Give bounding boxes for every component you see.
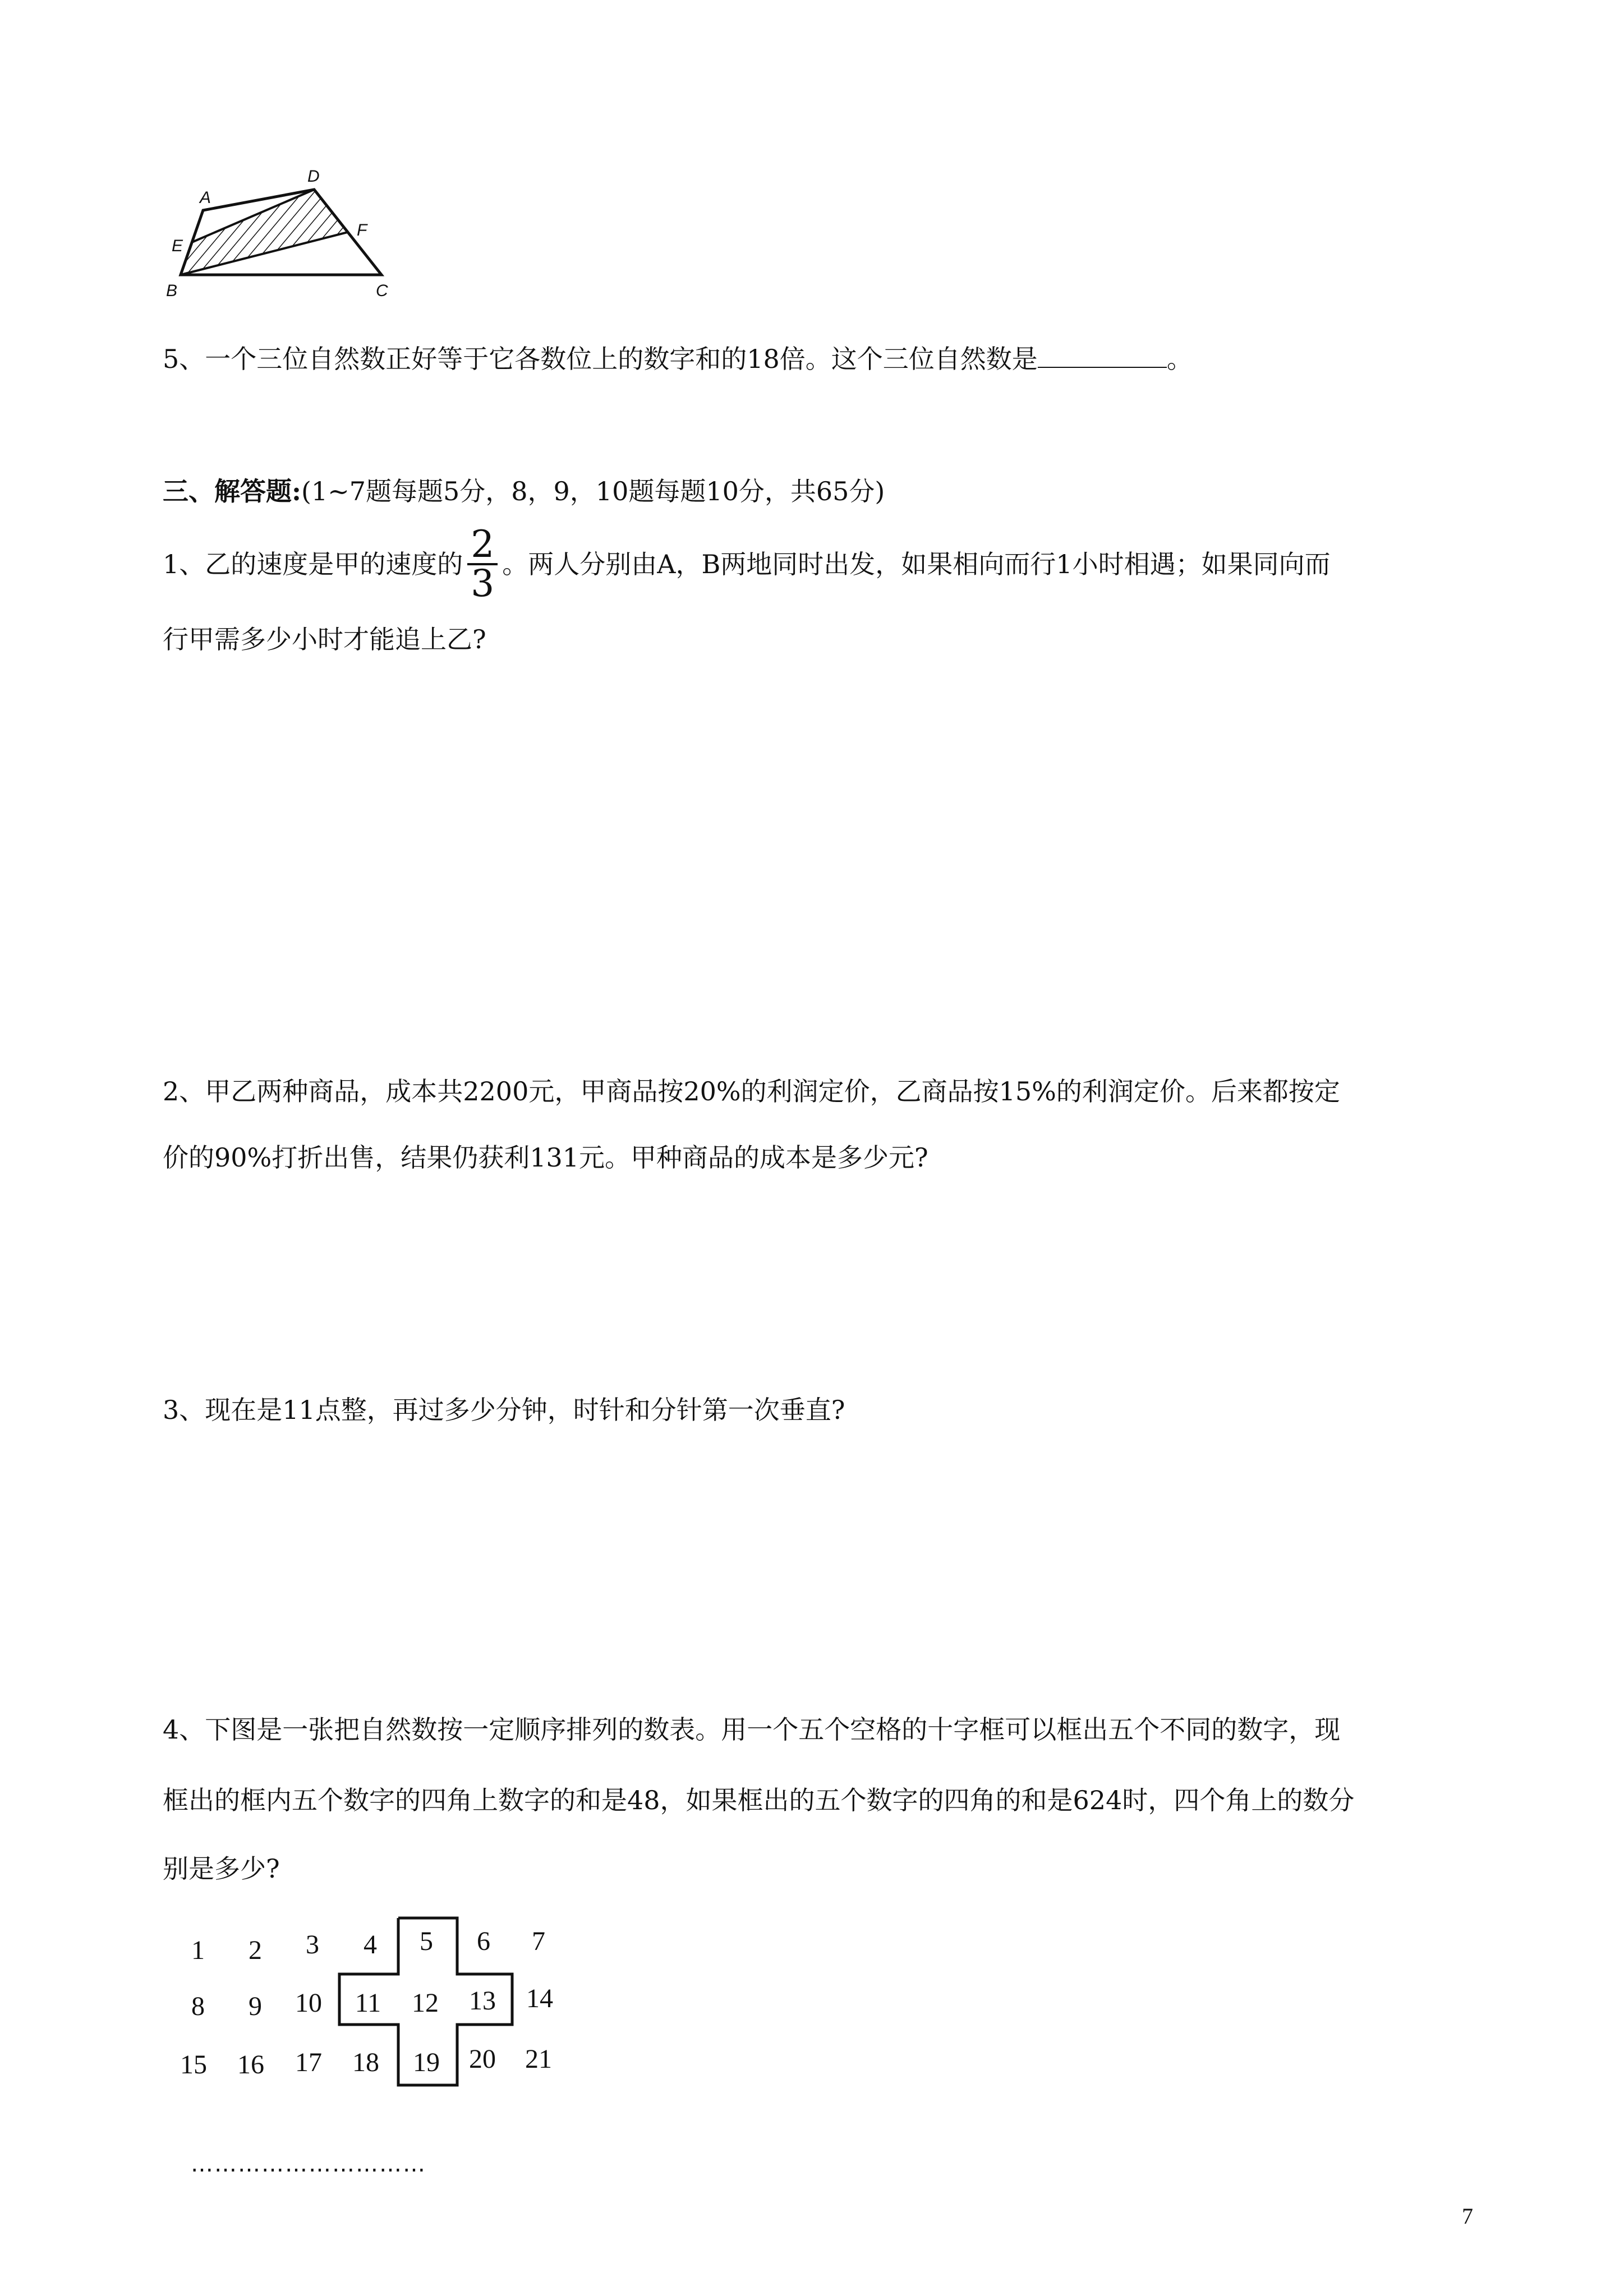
grid-cell: 3 (306, 1930, 319, 1960)
grid-cell: 7 (532, 1926, 545, 1956)
label-d: D (307, 167, 320, 186)
page-number: 7 (1462, 2203, 1473, 2229)
problem-4-line-3: 别是多少? (163, 1854, 280, 1884)
problem-2-line-1: 2、甲乙两种商品，成本共2200元，甲商品按20%的利润定价，乙商品按15%的利润定价。后来都按定 (163, 1076, 1340, 1106)
problem-4-line-2: 框出的框内五个数字的四角上数字的和是48，如果框出的五个数字的四角的和是624时，四个角上的数分 (163, 1785, 1355, 1815)
problem-3: 3、现在是11点整，再过多少分钟，时针和分针第一次垂直? (163, 1395, 845, 1425)
fraction-two-thirds (467, 523, 498, 605)
fraction-denominator: 3 (471, 562, 495, 605)
grid-cell: 1 (191, 1935, 205, 1965)
grid-cell: 16 (237, 2050, 264, 2080)
grid-cell: 12 (412, 1988, 439, 2018)
grid-cell: 18 (352, 2048, 379, 2077)
grid-cell: 5 (420, 1926, 433, 1956)
section-3-scoring: (1~7题每题5分，8，9，10题每题10分，共65分) (301, 476, 885, 506)
trapezoid-figure (163, 163, 410, 314)
grid-cell: 10 (295, 1988, 322, 2018)
fraction-numerator: 2 (467, 526, 498, 565)
grid-cell: 6 (477, 1926, 490, 1956)
grid-cell: 14 (526, 1984, 553, 2013)
grid-cell: 20 (469, 2044, 496, 2074)
section-3-header (163, 471, 885, 508)
grid-cell: 2 (249, 1935, 262, 1965)
question-5-text: 5、一个三位自然数正好等于它各数位上的数字和的18倍。这个三位自然数是 (163, 344, 1038, 374)
problem-2-line-2: 价的90%打折出售，结果仍获利131元。甲种商品的成本是多少元? (163, 1142, 928, 1173)
label-f: F (357, 221, 367, 239)
problem-1-line-2: 行甲需多少小时才能追上乙? (163, 624, 486, 654)
grid-cell: 8 (191, 1991, 205, 2021)
grid-ellipsis: ………………………… (191, 2151, 426, 2177)
section-3-title: 三、解答题: (163, 476, 301, 506)
answer-blank (1038, 344, 1167, 368)
label-e: E (172, 237, 183, 255)
problem-4-line-1: 4、下图是一张把自然数按一定顺序排列的数表。用一个五个空格的十字框可以框出五个不同的数字，现 (163, 1714, 1341, 1745)
label-c: C (376, 282, 388, 300)
grid-cell: 13 (469, 1986, 496, 2016)
grid-cell: 19 (413, 2048, 440, 2077)
problem-1-line-1 (163, 523, 1331, 605)
number-grid (168, 1907, 572, 2142)
grid-cell: 17 (295, 2048, 322, 2077)
grid-cell: 15 (180, 2050, 207, 2080)
question-5-end: 。 (1166, 344, 1193, 374)
problem-1-text-b: 。两人分别由A，B两地同时出发，如果相向而行1小时相遇；如果同向而 (502, 548, 1331, 579)
label-a: A (200, 188, 211, 207)
grid-cell: 11 (355, 1988, 381, 2018)
grid-cell: 9 (249, 1991, 262, 2021)
label-b: B (166, 282, 178, 300)
grid-cell: 4 (364, 1930, 377, 1960)
problem-1-text-a: 1、乙的速度是甲的速度的 (163, 548, 463, 579)
grid-cell: 21 (525, 2044, 552, 2074)
question-5 (163, 340, 1193, 379)
